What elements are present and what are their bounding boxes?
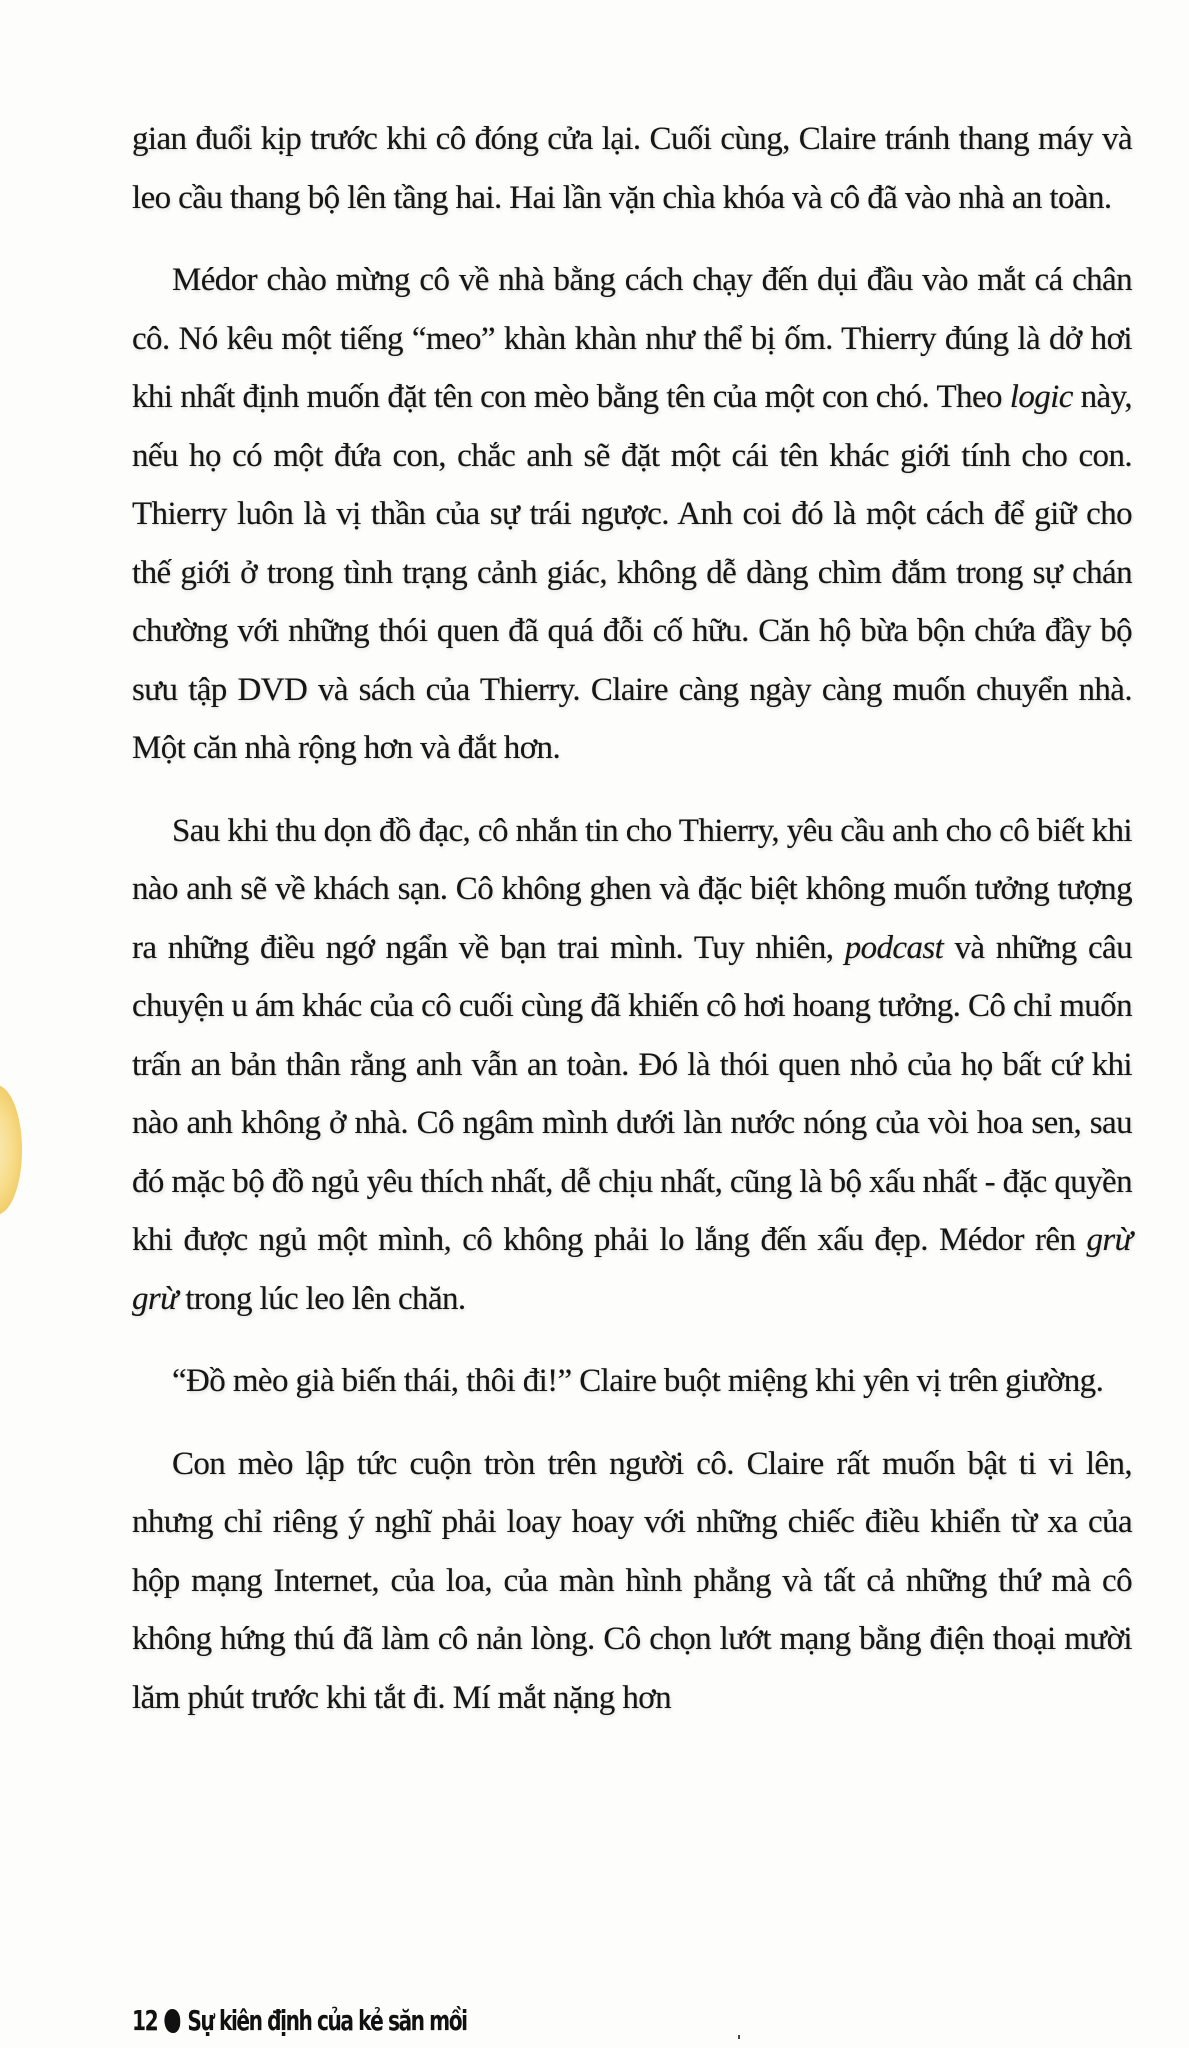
paragraph-2	[132, 251, 1132, 778]
text-segment: Sau khi thu dọn đồ đạc, cô nhắn tin cho Thierry, yêu cầu anh cho cô biết khi nào anh sẽ về khách sạn. Cô không ghen và đặc biệt không muốn tưởng tượng ra những điều ngớ ngẩn về bạn trai mình. Tuy nhiên,	[132, 812, 1132, 966]
page-number: 12	[132, 2004, 158, 2037]
italic-text: grừ grừ	[132, 1222, 1132, 1317]
text-segment: “Đồ mèo già biến thái, thôi đi!” Claire buột miệng khi yên vị trên giường.	[172, 1363, 1104, 1399]
paragraph-3	[132, 802, 1132, 1329]
text-segment: này, nếu họ có một đứa con, chắc anh sẽ đặt một cái tên khác giới tính cho con. Thierry luôn là vị thần của sự trái ngược. Anh coi đó là một cách để giữ cho thế giới ở trong tình trạng cảnh giác, không dễ dàng chìm đắm trong sự chán chường với những thói quen đã quá đỗi cố hữu. Căn hộ bừa bộn chứa đầy bộ sưu tập DVD và sách của Thierry. Claire càng ngày càng muốn chuyển nhà. Một căn nhà rộng hơn và đắt hơn.	[132, 379, 1132, 766]
scan-speck	[738, 2035, 740, 2039]
paragraph-5	[132, 1435, 1132, 1728]
text-segment: Médor chào mừng cô về nhà bằng cách chạy đến dụi đầu vào mắt cá chân cô. Nó kêu một tiếng “meo” khàn khàn như thể bị ốm. Thierry đúng là dở hơi khi nhất định muốn đặt tên con mèo bằng tên của một con chó. Theo	[132, 262, 1132, 415]
page-footer	[132, 2004, 467, 2037]
page-stain	[0, 1085, 22, 1215]
text-segment: trong lúc leo lên chăn.	[177, 1280, 466, 1317]
text-segment: Con mèo lập tức cuộn tròn trên người cô. Claire rất muốn bật ti vi lên, nhưng chỉ riêng ý nghĩ phải loay hoay với những chiếc điều khiển từ xa của hộp mạng Internet, của loa, của màn hình phẳng và tất cả những thứ mà cô không hứng thú đã làm cô nản lòng. Cô chọn lướt mạng bằng điện thoại mười lăm phút trước khi tắt đi. Mí mắt nặng hơn	[132, 1445, 1132, 1716]
text-segment: gian đuổi kịp trước khi cô đóng cửa lại. Cuối cùng, Claire tránh thang máy và leo cầu thang bộ lên tầng hai. Hai lần vặn chìa khóa và cô đã vào nhà an toàn.	[132, 121, 1132, 216]
italic-text: logic	[1009, 379, 1073, 415]
page-body	[132, 110, 1132, 1751]
book-title: Sự kiên định của kẻ săn mồi	[187, 2004, 467, 2037]
italic-text: podcast	[844, 929, 944, 966]
ornament-icon	[164, 2009, 180, 2033]
text-segment: và những câu chuyện u ám khác của cô cuối cùng đã khiến cô hơi hoang tưởng. Cô chỉ muốn trấn an bản thân rằng anh vẫn an toàn. Đó là thói quen nhỏ của họ bất cứ khi nào anh không ở nhà. Cô ngâm mình dưới làn nước nóng của vòi hoa sen, sau đó mặc bộ đồ ngủ yêu thích nhất, dễ chịu nhất, cũng là bộ xấu nhất - đặc quyền khi được ngủ một mình, cô không phải lo lắng đến xấu đẹp. Médor rên	[132, 929, 1133, 1258]
paragraph-1	[132, 110, 1132, 227]
paragraph-4	[132, 1352, 1132, 1411]
